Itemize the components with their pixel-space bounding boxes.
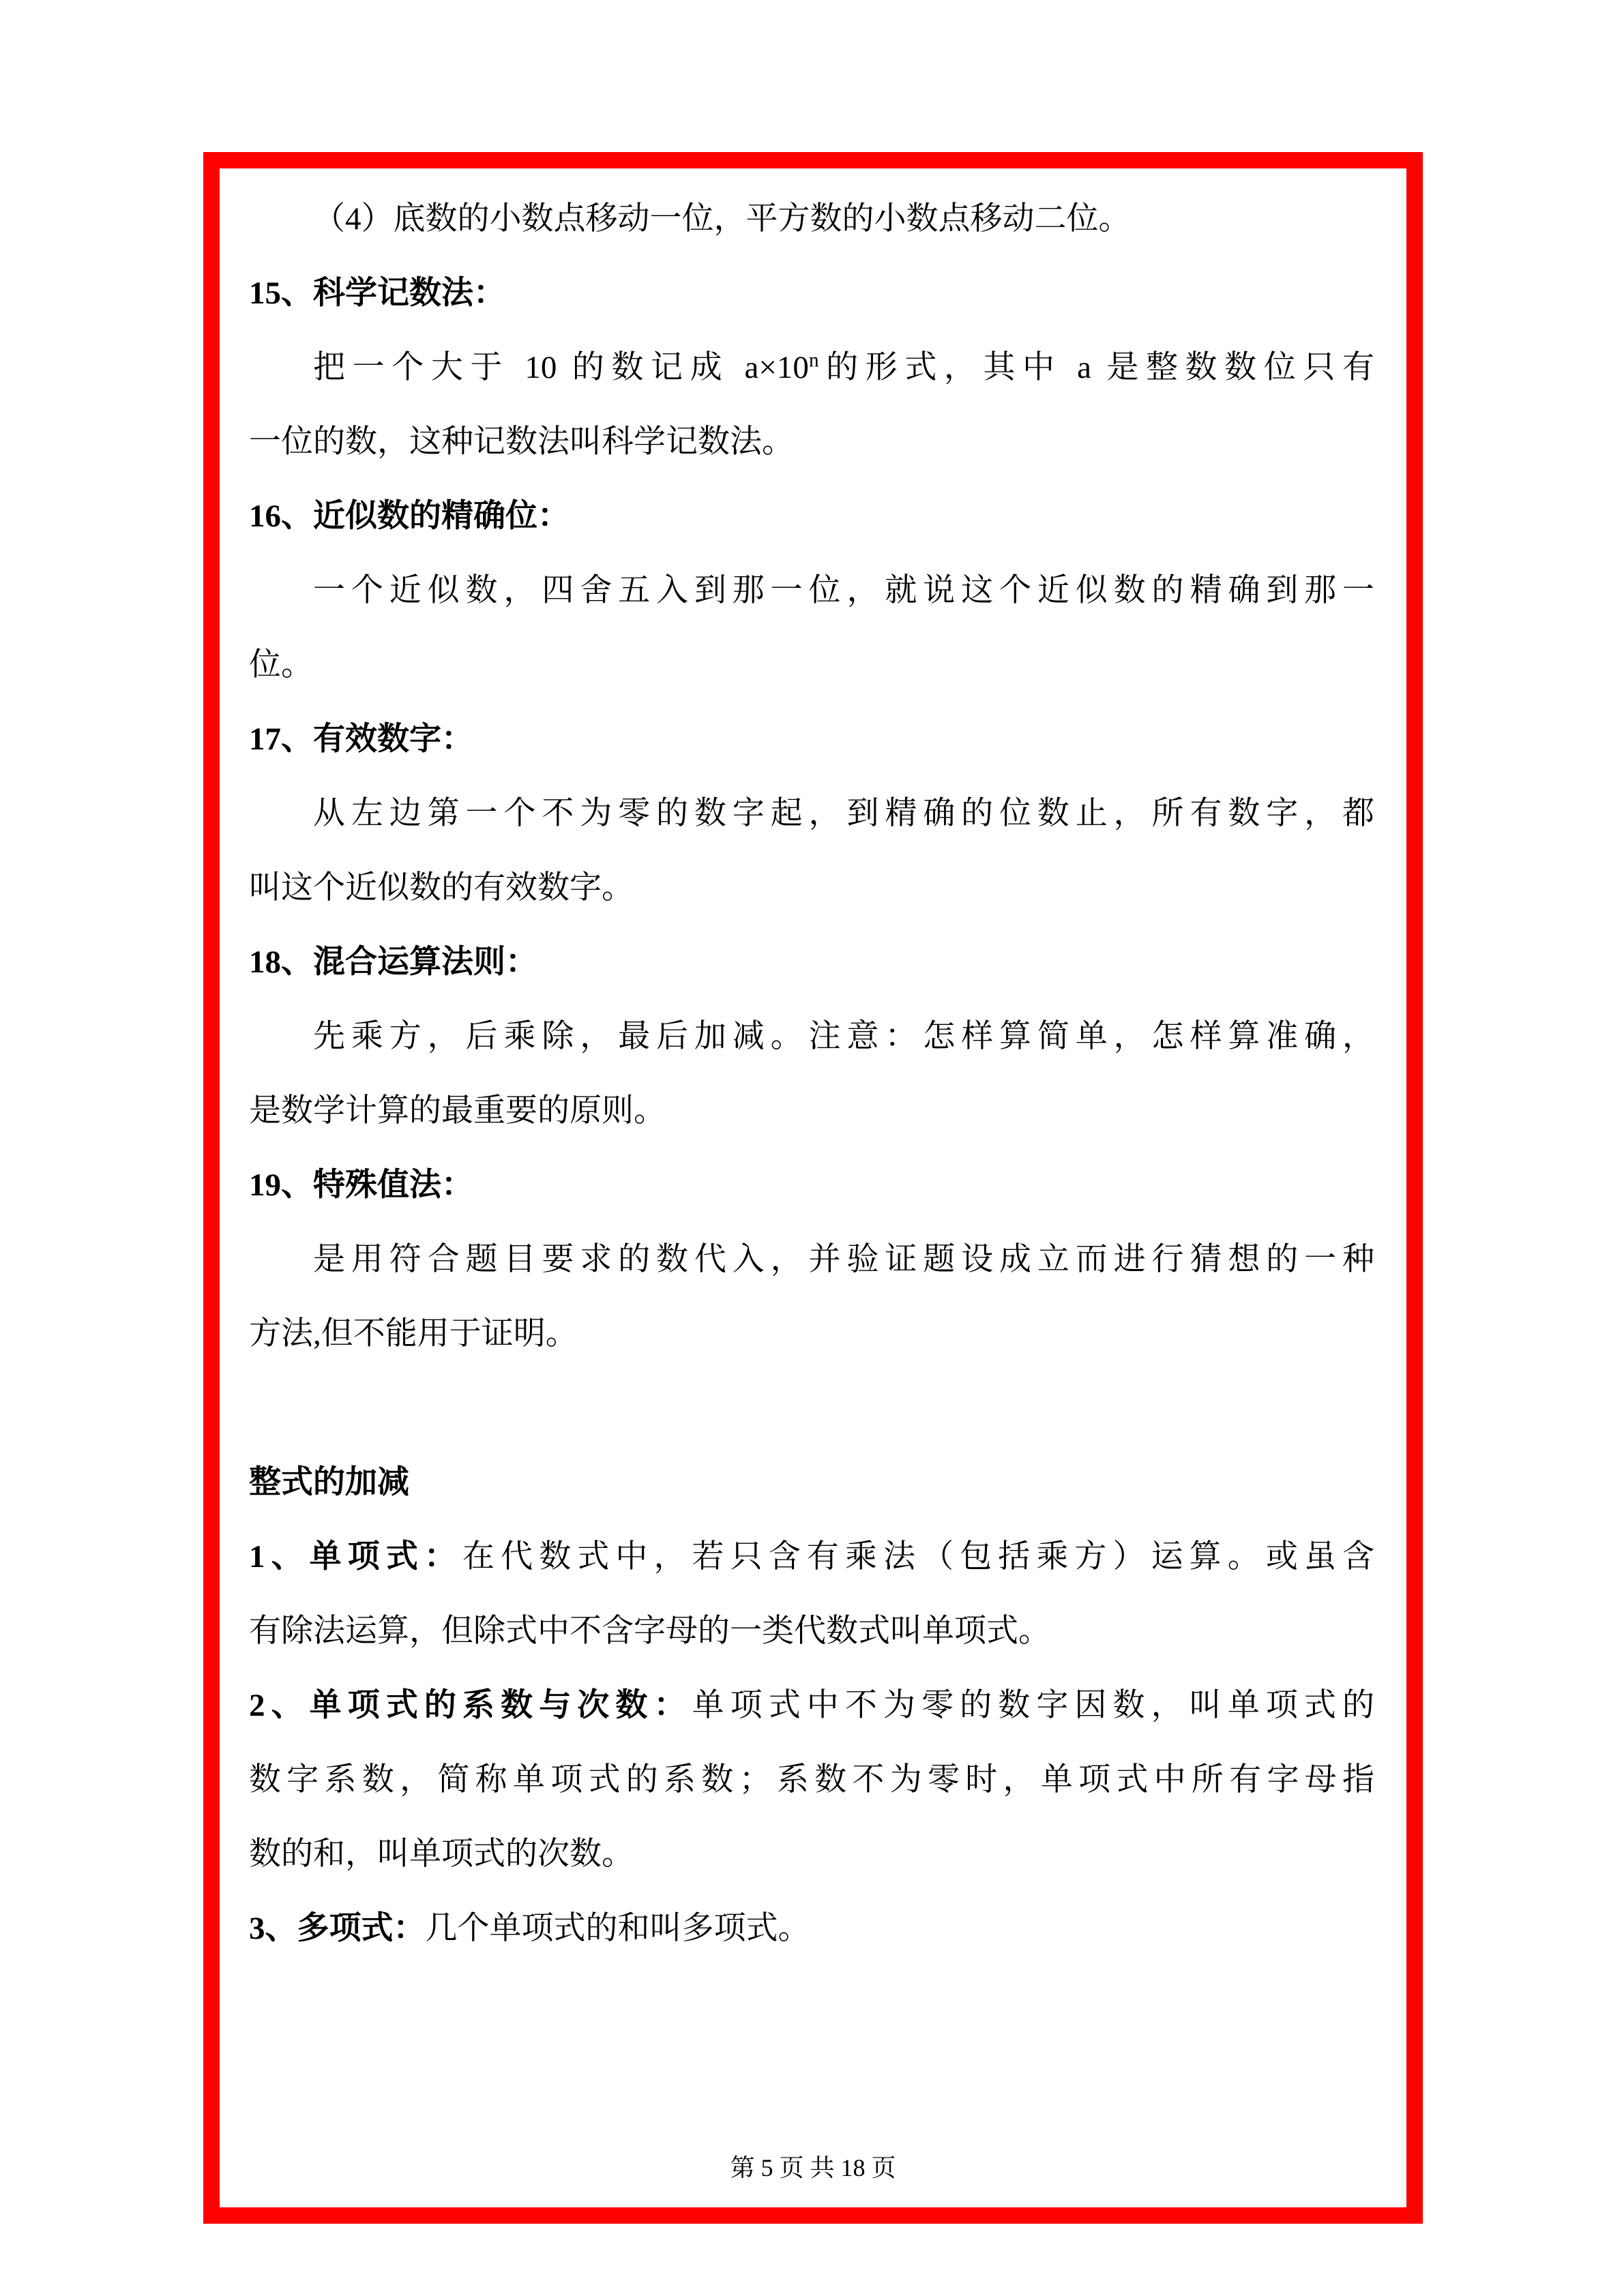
heading-15-scientific-notation: 15、科学记数法： [249,275,505,311]
formula-pre: 把一个大于 10 的数记成 a×10 [313,350,809,385]
para-polynomial [249,1892,1374,1966]
para-special-value-line2: 方法,但不能用于证明。 [249,1316,578,1352]
para-scientific-notation-def-line1 [249,331,1374,405]
heading-19-special-value-method: 19、特殊值法： [249,1167,473,1203]
heading-17-significant-digits: 17、有效数字： [249,721,473,757]
para-significant-digits-line2: 叫这个近似数的有效数字。 [249,870,634,906]
document-body [220,168,1406,1966]
heading-16-precision-of-approximation: 16、近似数的精确位： [249,498,570,534]
para-coefficient-degree-line3: 数的和，叫单项式的次数。 [249,1836,634,1872]
para-coefficient-degree-line1 [249,1669,1374,1743]
term-def-monomial: 在代数式中，若只含有乘法（包括乘方）运算。或虽含 [462,1539,1375,1575]
page-number-footer: 第 5 页 共 18 页 [730,2154,896,2181]
para-monomial-line2: 有除法运算，但除式中不含字母的一类代数式叫单项式。 [249,1613,1050,1649]
term-def-coefficient-degree: 单项式中不为零的数字因数，叫单项式的 [692,1688,1375,1723]
para-coefficient-degree-line2: 数字系数，简称单项式的系数；系数不为零时，单项式中所有字母指 [249,1762,1374,1798]
para-4-decimal-point-rule: （4）底数的小数点移动一位，平方数的小数点移动二位。 [313,201,1131,237]
term-def-polynomial: 几个单项式的和叫多项式。 [425,1911,810,1946]
term-label-polynomial: 3、多项式： [249,1911,426,1946]
heading-integral-expression-add-subtract: 整式的加减 [249,1465,409,1500]
exponent-n: n [808,349,819,372]
page-border-frame [203,152,1423,2224]
term-label-monomial: 1、单项式： [249,1539,463,1575]
term-label-coefficient-degree: 2、单项式的系数与次数： [249,1688,692,1723]
blank-line [249,1371,1374,1446]
para-significant-digits-line1: 从左边第一个不为零的数字起，到精确的位数止，所有数字，都 [313,796,1374,831]
para-mixed-operation-line1: 先乘方，后乘除，最后加减。注意：怎样算简单，怎样算准确， [313,1019,1374,1054]
para-precision-def-line2: 位。 [249,647,313,683]
para-special-value-line1: 是用符合题目要求的数代入，并验证题设成立而进行猜想的一种 [313,1242,1374,1277]
para-monomial-line1 [249,1520,1374,1594]
para-precision-def-line1: 一个近似数，四舍五入到那一位，就说这个近似数的精确到那一 [313,573,1374,608]
para-scientific-notation-def-line2: 一位的数，这种记数法叫科学记数法。 [249,424,794,460]
heading-18-mixed-operation-rules: 18、混合运算法则： [249,944,537,980]
para-mixed-operation-line2: 是数学计算的最重要的原则。 [249,1093,666,1129]
formula-post: 的形式，其中 a 是整数数位只有 [818,350,1374,385]
